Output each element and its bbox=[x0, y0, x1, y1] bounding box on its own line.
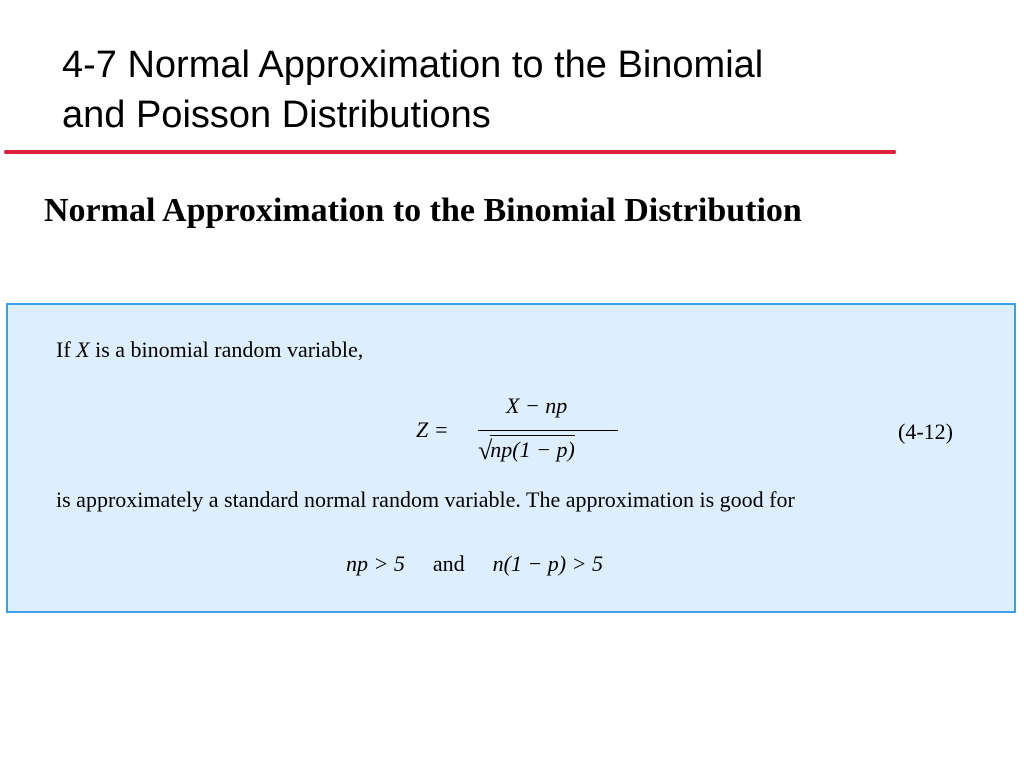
definition-intro bbox=[56, 335, 363, 365]
definition-box bbox=[6, 303, 1016, 613]
condition-left: np > 5 bbox=[346, 551, 405, 576]
section-heading: Normal Approximation to the Binomial Distribution bbox=[44, 192, 802, 229]
slide-title-line-1: 4-7 Normal Approximation to the Binomial bbox=[62, 44, 764, 86]
title-divider bbox=[4, 150, 896, 154]
intro-variable: X bbox=[76, 337, 90, 362]
equation-number: (4-12) bbox=[898, 419, 953, 444]
approximation-condition bbox=[346, 551, 603, 577]
formula-radicand: np(1 − p) bbox=[490, 437, 575, 462]
fraction-bar bbox=[478, 430, 618, 431]
formula-lhs: Z = bbox=[416, 417, 449, 442]
formula-denominator bbox=[478, 435, 575, 464]
formula-numerator: X − np bbox=[506, 393, 568, 418]
intro-prefix: If bbox=[56, 337, 77, 362]
intro-suffix: is a binomial random variable, bbox=[89, 337, 364, 362]
slide-title-line-2: and Poisson Distributions bbox=[62, 94, 491, 136]
slide-title bbox=[62, 40, 962, 140]
condition-right: n(1 − p) > 5 bbox=[492, 551, 603, 576]
definition-statement: is approximately a standard normal random variable. The approximation is good for bbox=[56, 487, 795, 512]
condition-joiner: and bbox=[432, 551, 465, 576]
square-root-icon: √ bbox=[478, 436, 493, 465]
formula-fraction bbox=[478, 393, 618, 467]
